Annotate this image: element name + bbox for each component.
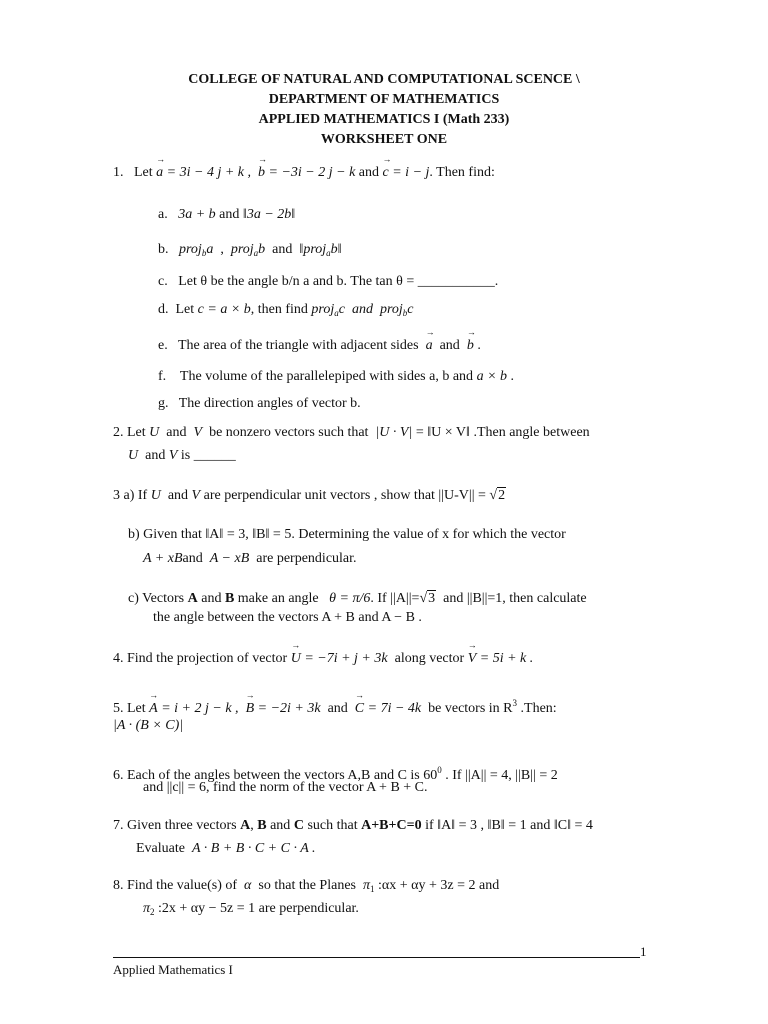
question-3c-line-1: c) Vectors A and B make an angle θ = π/6. If ||A||=√3 and ||B||=1, then calculate bbox=[128, 591, 587, 606]
question-1e: e. The area of the triangle with adjacent sides → a and → b . bbox=[158, 337, 481, 355]
question-2-line-1: 2. Let U and V be nonzero vectors such that |U · V| = ‖U × V‖ .Then angle between bbox=[113, 425, 590, 440]
page-number: 1 bbox=[640, 944, 647, 959]
question-5-line-2: |A · (B × C)| bbox=[113, 718, 184, 733]
question-3a: 3 a) If U and V are perpendicular unit vectors , show that ||U-V|| = √2 bbox=[113, 488, 506, 503]
question-7-line-2: Evaluate A · B + B · C + C · A . bbox=[136, 841, 316, 856]
question-3c-line-2: the angle between the vectors A + B and A − B . bbox=[153, 610, 422, 625]
question-2-line-2: U and V is ______ bbox=[128, 448, 236, 463]
question-6-line-2: and ||c|| = 6, find the norm of the vector A + B + C. bbox=[143, 780, 428, 795]
question-8-line-2: $\pi_2$ :2x + αy − 5z = 1 are perpendicular. bbox=[143, 901, 359, 917]
question-1f: f. The volume of the parallelepiped with sides a, b and a × b . bbox=[158, 369, 515, 384]
college-name: COLLEGE OF NATURAL AND COMPUTATIONAL SCENCE \ bbox=[188, 72, 580, 87]
question-1b: b. proj$_b$a , proj$_a$b and ‖proj$_a$b‖ bbox=[158, 242, 342, 258]
question-3b-line-2: A + xBand A − xB are perpendicular. bbox=[143, 551, 357, 566]
footer-rule bbox=[113, 957, 640, 958]
course-title: APPLIED MATHEMATICS I (Math 233) bbox=[258, 112, 510, 127]
question-1g: g. The direction angles of vector b. bbox=[158, 396, 361, 411]
question-1a: a. 3a + b and ‖3a − 2b‖ bbox=[158, 207, 296, 222]
worksheet-header bbox=[0, 70, 768, 150]
department-name: DEPARTMENT OF MATHEMATICS bbox=[268, 92, 500, 107]
question-8-line-1: 8. Find the value(s) of α so that the Planes $\pi_1$ :αx + αy + 3z = 2 and bbox=[113, 878, 500, 894]
question-5-line-1: 5. Let → A = i + 2 j − k , → B = −2i + 3k and → C = 7i − 4k be vectors in $R^3$ .Then: bbox=[113, 694, 557, 718]
question-3b-line-1: b) Given that ‖A‖ = 3, ‖B‖ = 5. Determining the value of x for which the vector bbox=[128, 527, 566, 542]
question-1c: c. Let θ be the angle b/n a and b. The tan θ = ___________. bbox=[158, 274, 499, 289]
footer-label: Applied Mathematics I bbox=[113, 962, 233, 977]
question-4: 4. Find the projection of vector → U = −7i + j + 3k along vector → V = 5i + k . bbox=[113, 650, 533, 668]
question-1d: d. Let c = a × b, then find proj$_a$c and proj$_b$c bbox=[158, 302, 414, 318]
worksheet-title: WORKSHEET ONE bbox=[320, 132, 448, 147]
question-1: 1. Let → a = 3i − 4 j + k , → b = −3i − 2 j − k and → c = i − j. Then find: bbox=[113, 164, 495, 182]
question-6-line-1: 6. Each of the angles between the vectors A,B and C is $60^0$ . If ||A|| = 4, ||B|| = 2 bbox=[113, 765, 558, 783]
question-7-line-1: 7. Given three vectors A, B and C such that A+B+C=0 if ‖A‖ = 3 , ‖B‖ = 1 and ‖C‖ = 4 bbox=[113, 818, 593, 833]
